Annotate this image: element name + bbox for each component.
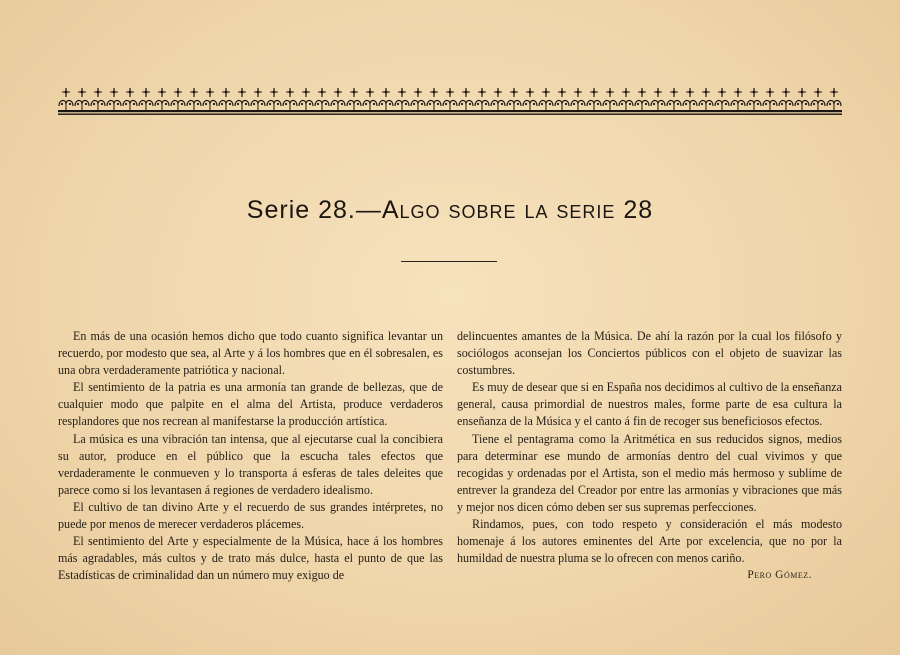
ornamental-border [58, 88, 842, 116]
left-column [58, 328, 443, 584]
title-prefix: Serie 28.— [246, 196, 382, 224]
paragraph-continuation: delincuentes amantes de la Música. De ahí la razón por la cual los filósofo y sociólogos aconsejan los Conciertos públicos con el objeto de suavizar las costumbres. [457, 329, 842, 378]
title-divider [401, 261, 497, 262]
paragraph: El sentimiento del Arte y especialmente de la Música, hace á los hombres más agradables, más cultos y de trato más dulce, hasta el punto de que las Estadísticas de criminalidad dan un número muy exiguo de [58, 534, 443, 583]
author-signature: Pero Gómez. [747, 569, 812, 582]
paragraph: Rindamos, pues, con todo respeto y consideración el más modesto homenaje á los autores eminentes del Arte por excelencia, que no por la humildad de nuestra pluma se lo ofrecen con menos cariño. [457, 517, 842, 566]
paragraph: En más de una ocasión hemos dicho que todo cuanto significa levantar un recuerdo, por modesto que sea, al Arte y á los hombres que en él sobresalen, es una obra verdaderamente patriótica y nacional. [58, 329, 443, 378]
right-column [457, 328, 842, 584]
title-rest: Algo sobre la serie 28 [381, 196, 654, 224]
paragraph: El sentimiento de la patria es una armonía tan grande de bellezas, que de cualquier modo que palpite en el alma del Artista, produce verdaderos resplandores que nos recrean al manifestarse la producción artística. [58, 380, 443, 429]
paragraph: El cultivo de tan divino Arte y el recuerdo de sus grandes intérpretes, no puede por menos de merecer verdaderos plácemes. [58, 499, 443, 532]
page-title [0, 196, 900, 225]
paragraph: La música es una vibración tan intensa, que al ejecutarse cual la concibiera su autor, produce en el público que la escucha tales efectos que verdaderamente le conmueven y lo transporta á esferas de tales deleites que parece como si los levantasen á regiones de verdadero idealismo. [58, 431, 443, 497]
paragraph: Es muy de desear que si en España nos decidimos al cultivo de la enseñanza general, causa primordial de nuestros males, forme parte de esa cultura la enseñanza de la Música y el canto á fin de recoger sus beneficiosos efectos. [457, 380, 842, 429]
paragraph: Tiene el pentagrama como la Aritmética en sus reducidos signos, medios para determinar ese mundo de armonías dentro del cual vivimos y que recogidas y ordenadas por el Artista, son el medio más hermoso y sublime de entrever la grandeza del Creador por entre las armonías y vibraciones que más y mejor nos dicen cómo deben ser sus supremas perfecciones. [457, 431, 842, 514]
